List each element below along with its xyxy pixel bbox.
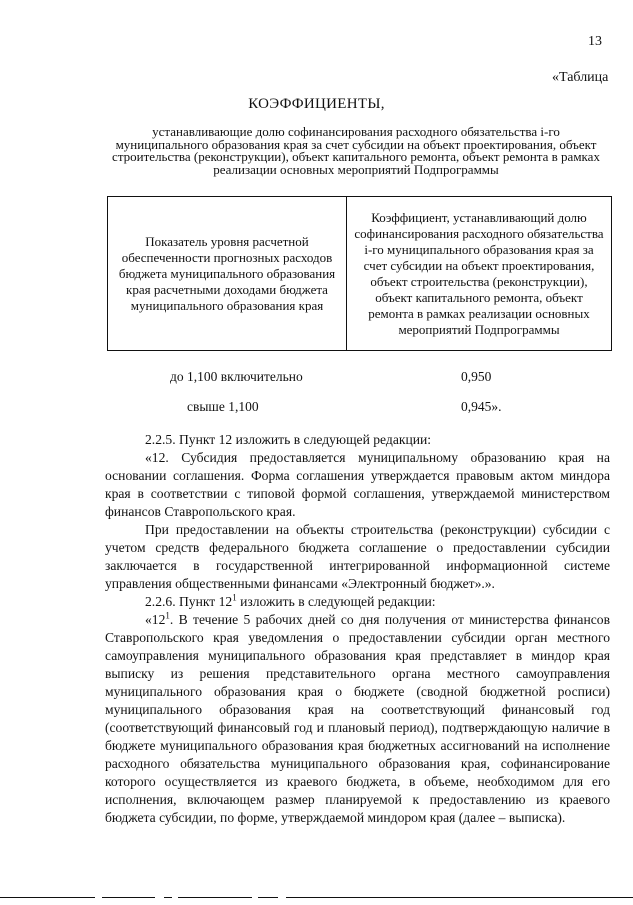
table-header-row — [108, 197, 612, 351]
footer-line — [178, 897, 252, 898]
paragraph-construction: При предоставлении на объекты строительства (реконструкции) субсидии с учетом средств федерального бюджета соглашение о предоставлении субсидии заключается в государственной интегрированной информационной системе управления общественными финансами «Электронный бюджет».». — [105, 522, 610, 591]
table-row-label: до 1,100 включительно — [170, 369, 303, 384]
footer-line — [102, 897, 155, 898]
table-row-value: 0,950 — [461, 369, 492, 384]
table-row-value: 0,945». — [461, 399, 502, 414]
coefficients-table — [107, 196, 612, 351]
paragraph-2-2-6-start: 2.2.6. Пункт 12 — [145, 594, 233, 609]
footer-line — [164, 897, 172, 898]
footer-line — [286, 897, 633, 898]
table-header-coefficient: Коэффициент, устанавливающий долю софинансирования расходного обязательства i-го муниципального образования края за счет субсидии на объект проектирования, объект строительства (реконструкции), объект капитального ремонта, объект ремонта в рамках реализации основных мероприятий Подпрограммы — [347, 197, 612, 351]
paragraph-point-12-1-start: «12 — [145, 612, 166, 627]
table-header-indicator: Показатель уровня расчетной обеспеченности прогнозных расходов бюджета муниципального образования края расчетными доходами бюджета муниципального образования края — [108, 197, 347, 351]
paragraph-point-12-1-text: . В течение 5 рабочих дней со дня получения от министерства финансов Ставропольского края уведомления о предоставлении субсидии орган местного самоуправления муниципального образования края представляет в миндор края выписку из решения представительного органа местного самоуправления муниципального образования края о бюджете (сводной бюджетной росписи) муниципального образования края на соответствующий финансовый год (соответствующий финансовый год и плановый период), подтверждающую наличие в бюджете муниципального образования края бюджетных ассигнований на исполнение расходного обязательства муниципального образования края, софинансирование которого осуществляется из краевого бюджета, в объеме, необходимом для его исполнения, включающем размер планируемой к предоставлению из краевого бюджета субсидии, по форме, утверждаемой миндором края (далее – выписка). — [105, 612, 610, 825]
superscript: 1 — [232, 592, 237, 603]
page-number: 13 — [588, 34, 602, 49]
paragraph-point-12: «12. Субсидия предоставляется муниципальному образованию края на основании соглашения. Форма соглашения утверждается правовым актом миндора края в соответствии с типовой формой соглашения, утверждаемой министерством финансов Ставропольского края. — [105, 450, 610, 519]
table-row-label: свыше 1,100 — [187, 399, 259, 414]
paragraph-2-2-6-end: изложить в следующей редакции: — [236, 594, 436, 609]
document-subtitle: устанавливающие долю софинансирования расходного обязательства i-го муниципального образования края за счет субсидии на объект проектирования, объект строительства (реконструкции), объект капитального ремонта, объект ремонта в рамках реализации основных мероприятий Подпрограммы — [112, 124, 600, 177]
paragraph-2-2-5: 2.2.5. Пункт 12 изложить в следующей редакции: — [145, 432, 432, 447]
paragraph-2-2-6 — [105, 593, 610, 611]
document-title: КОЭФФИЦИЕНТЫ, — [248, 96, 385, 112]
superscript: 1 — [165, 610, 170, 621]
paragraph-point-12-1 — [105, 611, 610, 827]
table-label: «Таблица — [552, 70, 609, 85]
footer-line — [0, 897, 95, 898]
body-text — [105, 431, 610, 827]
footer-line — [258, 897, 278, 898]
